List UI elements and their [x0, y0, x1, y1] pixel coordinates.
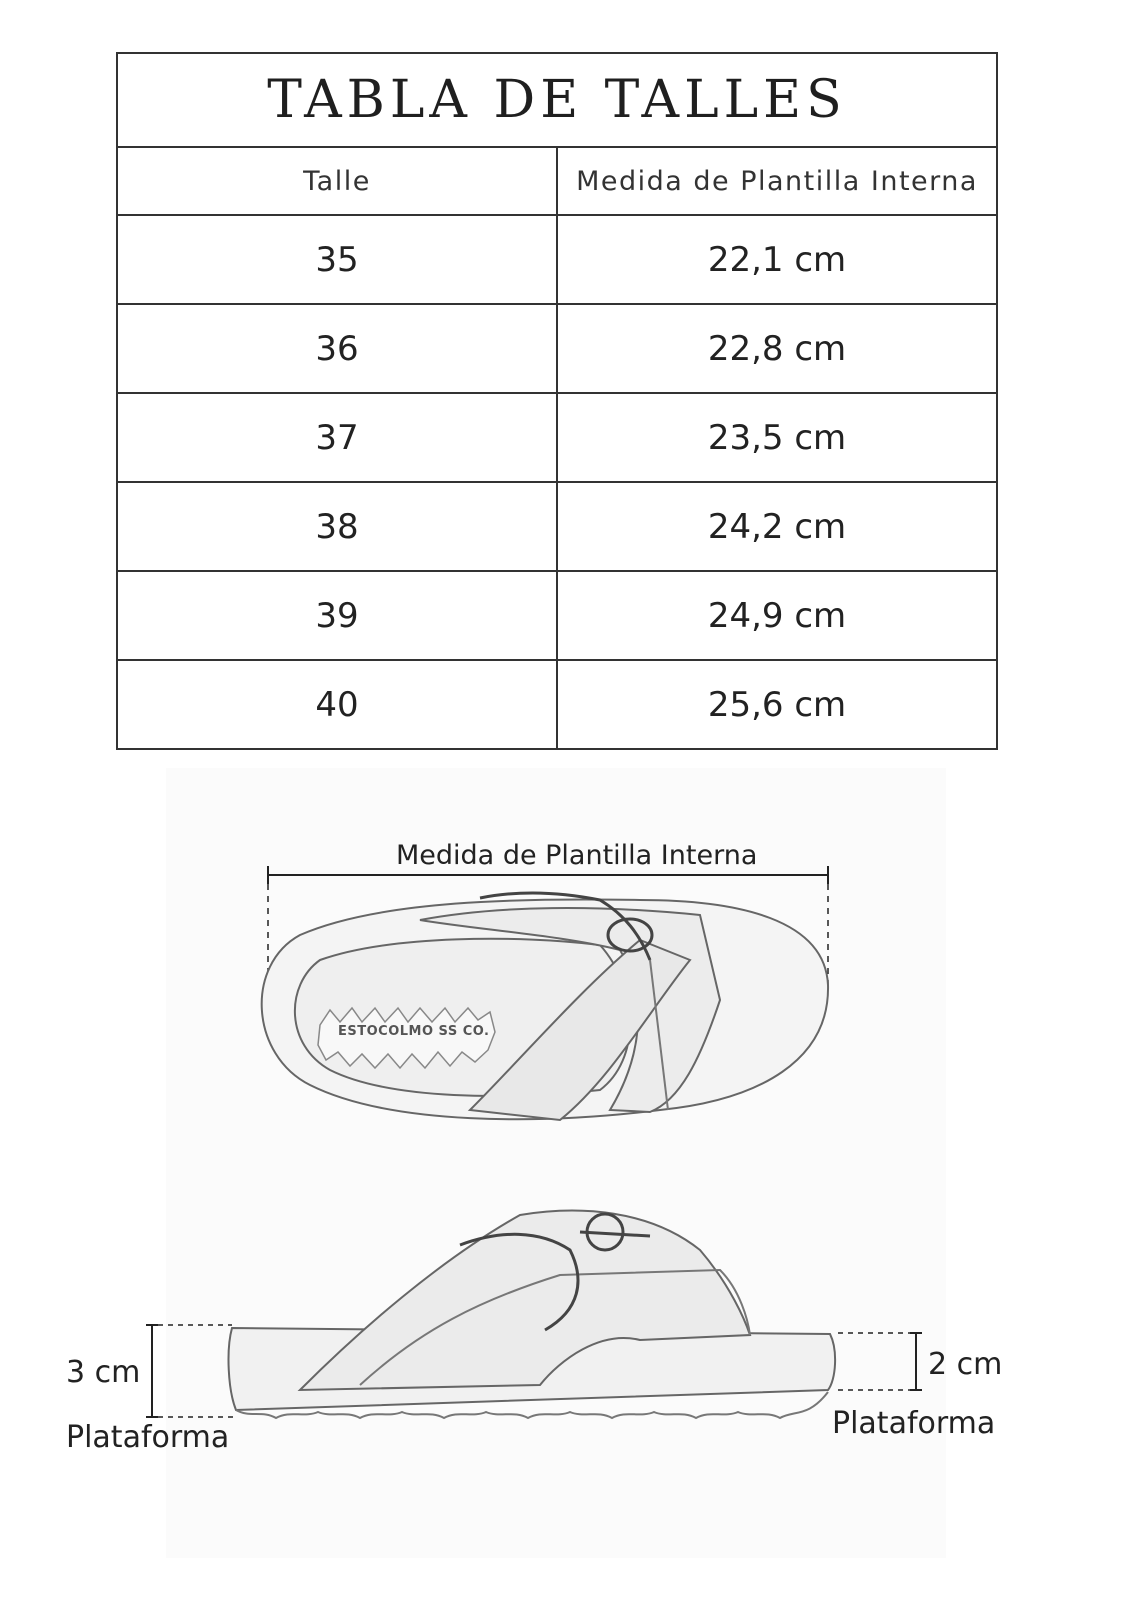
talle-cell: 40	[117, 660, 557, 749]
sandal-side-view	[229, 1211, 836, 1418]
diagram-insole-label: Medida de Plantilla Interna	[396, 840, 758, 871]
medida-cell: 22,8 cm	[557, 304, 997, 393]
right-height-indicator	[838, 1333, 922, 1390]
sandal-top-view	[262, 893, 828, 1120]
talle-cell: 39	[117, 571, 557, 660]
column-header-talle: Talle	[117, 147, 557, 215]
column-header-medida: Medida de Plantilla Interna	[557, 147, 997, 215]
talle-cell: 38	[117, 482, 557, 571]
insole-logo: ESTOCOLMO SS CO.	[338, 1024, 490, 1039]
table-title: TABLA DE TALLES	[117, 53, 997, 147]
right-platform-label: Plataforma	[832, 1406, 996, 1441]
left-height-indicator	[146, 1325, 236, 1417]
talle-cell: 36	[117, 304, 557, 393]
medida-cell: 22,1 cm	[557, 215, 997, 304]
talle-cell: 37	[117, 393, 557, 482]
talle-cell: 35	[117, 215, 557, 304]
left-height-value: 3 cm	[66, 1355, 141, 1390]
medida-cell: 23,5 cm	[557, 393, 997, 482]
medida-cell: 24,9 cm	[557, 571, 997, 660]
right-height-value: 2 cm	[928, 1347, 1003, 1382]
medida-cell: 25,6 cm	[557, 660, 997, 749]
medida-cell: 24,2 cm	[557, 482, 997, 571]
left-platform-label: Plataforma	[66, 1420, 230, 1455]
